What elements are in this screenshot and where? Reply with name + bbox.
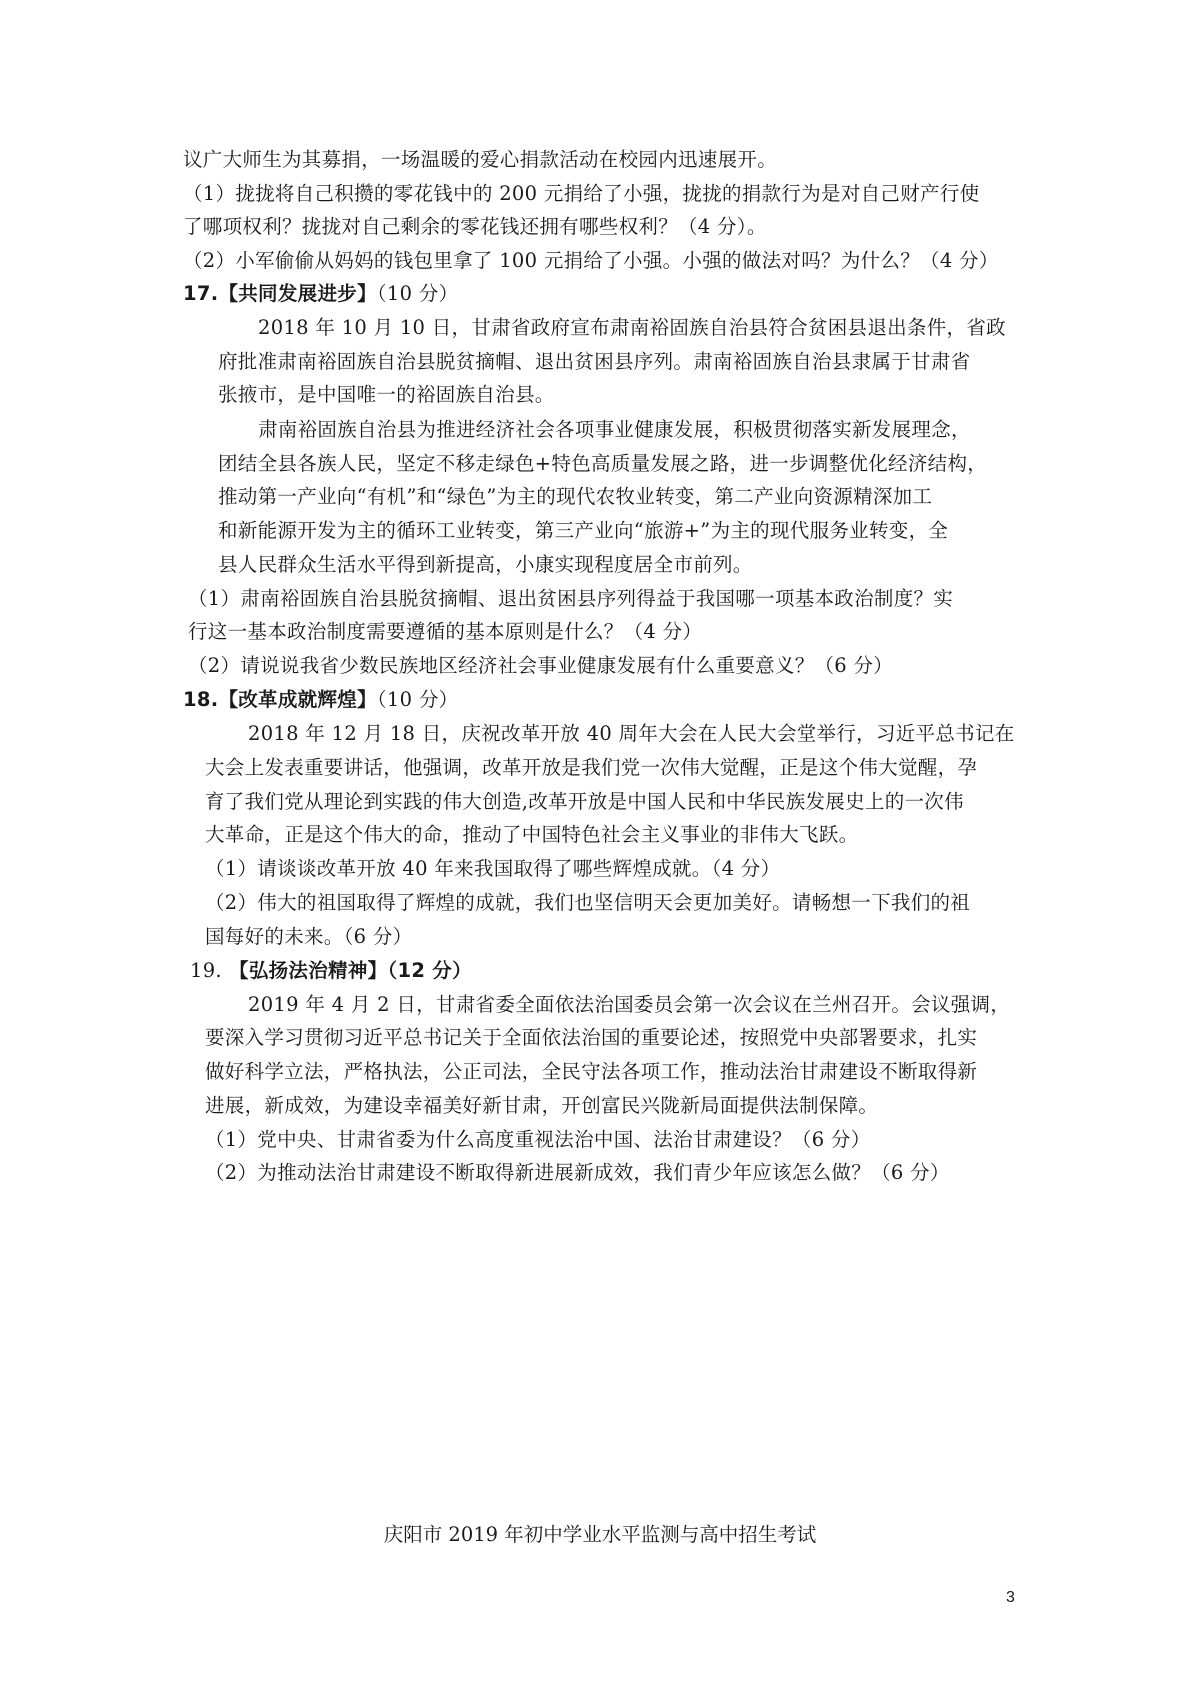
- q17-para2-line4: 和新能源开发为主的循环工业转变，第三产业向“旅游+”为主的现代服务业转变，全: [218, 519, 949, 542]
- q19-sub2: （2）为推动法治甘肃建设不断取得新进展新成效，我们青少年应该怎么做？（6 分）: [205, 1161, 950, 1184]
- q18-heading: [183, 687, 458, 713]
- q16-intro-end: 议广大师生为其募捐，一场温暖的爱心捐款活动在校园内迅速展开。: [183, 148, 778, 171]
- q19-title: 【弘扬法治精神】（12 分）: [229, 959, 472, 982]
- q16-sub1-line2: 了哪项权利？拢拢对自己剩余的零花钱还拥有哪些权利？（4 分）。: [183, 215, 767, 238]
- q16-sub2: （2）小军偷偷从妈妈的钱包里拿了 100 元捐给了小强。小强的做法对吗？为什么？（4 分）: [183, 249, 999, 272]
- q19-para-line2: 要深入学习贯彻习近平总书记关于全面依法治国的重要论述，按照党中央部署要求，扎实: [205, 1026, 978, 1049]
- q18-sub2-line1: （2）伟大的祖国取得了辉煌的成就，我们也坚信明天会更加美好。请畅想一下我们的祖: [205, 891, 971, 914]
- q19-para-line3: 做好科学立法，严格执法，公正司法，全民守法各项工作，推动法治甘肃建设不断取得新: [205, 1060, 978, 1083]
- q17-sub1-line2: 行这一基本政治制度需要遵循的基本原则是什么？（4 分）: [188, 620, 703, 643]
- q17-number: 17.: [183, 282, 219, 305]
- q17-sub1-line1: （1）肃南裕固族自治县脱贫摘帽、退出贫困县序列得益于我国哪一项基本政治制度？实: [188, 587, 954, 610]
- q19-number: 19.: [190, 959, 222, 982]
- q19-sub1: （1）党中央、甘肃省委为什么高度重视法治中国、法治甘肃建设？（6 分）: [205, 1128, 871, 1151]
- q17-heading: [183, 281, 458, 307]
- page-number: 3: [1006, 1589, 1015, 1606]
- q18-sub1: （1）请谈谈改革开放 40 年来我国取得了哪些辉煌成就。（4 分）: [205, 857, 781, 880]
- q17-para1-line3: 张掖市，是中国唯一的裕固族自治县。: [218, 383, 555, 406]
- q18-sub2-line2: 国每好的未来。（6 分）: [205, 925, 413, 948]
- q18-score: （10 分）: [376, 688, 459, 711]
- q18-number: 18.: [183, 688, 219, 711]
- q17-score: （10 分）: [376, 282, 459, 305]
- q19-heading: [190, 958, 472, 984]
- q18-para-line3: 育了我们党从理论到实践的伟大创造,改革开放是中国人民和中华民族发展史上的一次伟: [205, 790, 964, 813]
- q17-para2-line3: 推动第一产业向“有机”和“绿色”为主的现代农牧业转变，第二产业向资源精深加工: [218, 485, 933, 508]
- q17-sub2: （2）请说说我省少数民族地区经济社会事业健康发展有什么重要意义？（6 分）: [188, 654, 894, 677]
- q18-para-line4: 大革命，正是这个伟大的命，推动了中国特色社会主义事业的非伟大飞跃。: [205, 823, 859, 846]
- q17-para2-line2: 团结全县各族人民，坚定不移走绿色+特色高质量发展之路，进一步调整优化经济结构，: [218, 452, 988, 475]
- q17-para1-line2: 府批准肃南裕固族自治县脱贫摘帽、退出贫困县序列。肃南裕固族自治县隶属于甘肃省: [218, 350, 971, 373]
- q17-title: 【共同发展进步】: [218, 282, 377, 305]
- q19-para-line1: 2019 年 4 月 2 日，甘肃省委全面依法治国委员会第一次会议在兰州召开。会议强调，: [248, 993, 1011, 1016]
- q19-para-line4: 进展，新成效，为建设幸福美好新甘肃，开创富民兴陇新局面提供法制保障。: [205, 1094, 879, 1117]
- q17-para2-line5: 县人民群众生活水平得到新提高，小康实现程度居全市前列。: [218, 553, 753, 576]
- q18-para-line2: 大会上发表重要讲话，他强调，改革开放是我们党一次伟大觉醒，正是这个伟大觉醒，孕: [205, 756, 978, 779]
- q18-title: 【改革成就辉煌】: [218, 688, 377, 711]
- q17-para1-line1: 2018 年 10 月 10 日，甘肃省政府宣布肃南裕固族自治县符合贫困县退出条件，省政: [258, 316, 1006, 339]
- q18-para-line1: 2018 年 12 月 18 日，庆祝改革开放 40 周年大会在人民大会堂举行，习近平总书记在: [248, 722, 1015, 745]
- exam-title-footer: 庆阳市 2019 年初中学业水平监测与高中招生考试: [383, 1523, 817, 1546]
- q16-sub1-line1: （1）拢拢将自己积攒的零花钱中的 200 元捐给了小强，拢拢的捐款行为是对自己财产行使: [183, 182, 980, 205]
- q17-para2-line1: 肃南裕固族自治县为推进经济社会各项事业健康发展，积极贯彻落实新发展理念，: [258, 418, 971, 441]
